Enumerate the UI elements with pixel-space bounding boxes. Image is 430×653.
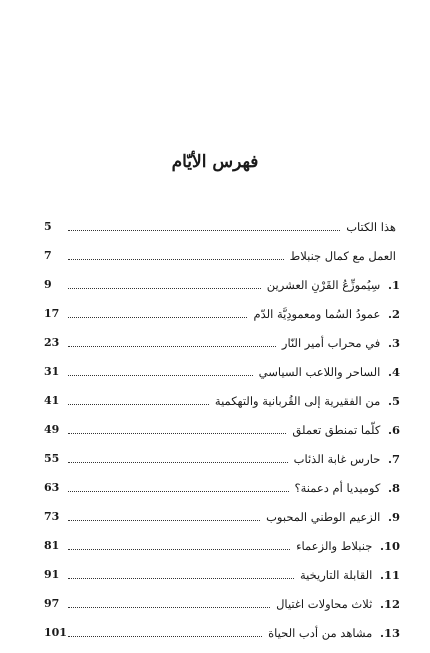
toc-entry-number: 13. xyxy=(379,626,400,640)
toc-entry-text: من الفقيرية إلى القُربانية والتهكمية xyxy=(214,394,381,408)
toc-entry[interactable] xyxy=(44,525,400,554)
toc-entry-label xyxy=(272,596,400,612)
dot-leader xyxy=(68,258,284,260)
toc-entry[interactable] xyxy=(44,438,400,467)
dot-leader xyxy=(68,490,289,492)
toc-entry-page: 91 xyxy=(44,568,60,581)
toc-entry-number: 8. xyxy=(387,481,400,495)
toc-entry-label xyxy=(278,335,400,351)
toc-entry-page: 17 xyxy=(44,307,60,320)
dot-leader xyxy=(68,432,286,434)
dot-leader xyxy=(68,229,340,231)
dot-leader xyxy=(68,374,253,376)
toc-entry-label xyxy=(342,219,400,235)
toc-entry-number: 12. xyxy=(379,597,400,611)
toc-entry-number: 2. xyxy=(387,307,400,321)
toc-entry[interactable] xyxy=(44,322,400,351)
toc-entry-text: الزعيم الوطني المحبوب xyxy=(266,510,381,524)
toc-entry-number: 3. xyxy=(387,336,400,350)
toc-entry-label xyxy=(264,625,400,641)
toc-entry-label xyxy=(255,364,400,380)
toc-entry-page: 9 xyxy=(44,278,52,291)
toc-entry[interactable] xyxy=(44,467,400,496)
toc-entry[interactable] xyxy=(44,351,400,380)
toc-entry-text: الساحر واللاعب السياسي xyxy=(258,365,381,379)
toc-entry[interactable] xyxy=(44,264,400,293)
dot-leader xyxy=(68,287,261,289)
toc-entry-number: 11. xyxy=(379,568,400,582)
toc-entry-page: 41 xyxy=(44,394,60,407)
toc-entry-text: سِيُموزِّعُ القَرْنِ العشرين xyxy=(266,278,381,292)
toc-entry-number: 6. xyxy=(387,423,400,437)
toc-entry[interactable] xyxy=(44,206,400,235)
dot-leader xyxy=(68,635,262,637)
toc-entry-page: 55 xyxy=(44,452,60,465)
toc-entry-text: كلّما تمنطق تعملق xyxy=(292,423,381,437)
toc-entry-label xyxy=(288,422,400,438)
toc-entry-text: في محراب أمير النّار xyxy=(281,336,381,350)
toc-entry-label xyxy=(292,538,400,554)
toc-entry-number: 4. xyxy=(387,365,400,379)
toc-entry-page: 81 xyxy=(44,539,60,552)
toc-entry-number: 5. xyxy=(387,394,400,408)
toc-entry-page: 7 xyxy=(44,249,52,262)
dot-leader xyxy=(68,577,294,579)
toc-entry[interactable] xyxy=(44,409,400,438)
toc-entry-page: 23 xyxy=(44,336,60,349)
toc-entry-text: مشاهد من أدب الحياة xyxy=(268,626,373,640)
toc-entry[interactable] xyxy=(44,293,400,322)
toc-entry[interactable] xyxy=(44,612,400,641)
dot-leader xyxy=(68,345,276,347)
toc-entry-label xyxy=(263,277,400,293)
toc-entry-label xyxy=(296,567,400,583)
toc-entry-label xyxy=(211,393,400,409)
toc-entry-number: 1. xyxy=(387,278,400,292)
toc-entry[interactable] xyxy=(44,235,400,264)
toc-entry-text: القابلة التاريخية xyxy=(299,568,373,582)
toc-entry-page: 49 xyxy=(44,423,60,436)
toc-entry-label xyxy=(291,480,400,496)
dot-leader xyxy=(68,548,290,550)
dot-leader xyxy=(68,519,260,521)
toc-entry[interactable] xyxy=(44,583,400,612)
toc-entry-text: عمودُ السُما ومعمودِيَّة الدّم xyxy=(253,307,381,321)
toc-entry-label xyxy=(262,509,400,525)
toc-entry-page: 31 xyxy=(44,365,60,378)
toc-entry-label xyxy=(249,306,400,322)
toc-entry-number: 9. xyxy=(387,510,400,524)
toc-entry-page: 73 xyxy=(44,510,60,523)
dot-leader xyxy=(68,316,247,318)
table-of-contents xyxy=(44,206,400,641)
page-title: فهرس الأيّام xyxy=(171,152,259,172)
toc-entry-text: هذا الكتاب xyxy=(346,220,396,234)
toc-entry[interactable] xyxy=(44,496,400,525)
toc-entry-label xyxy=(286,248,400,264)
toc-entry-page: 63 xyxy=(44,481,60,494)
toc-entry-page: 101 xyxy=(44,626,67,639)
toc-entry-number: 7. xyxy=(387,452,400,466)
toc-entry-text: جنبلاط والزعماء xyxy=(296,539,373,553)
toc-entry-number: 10. xyxy=(379,539,400,553)
toc-entry-label xyxy=(290,451,400,467)
toc-entry-page: 97 xyxy=(44,597,60,610)
toc-entry-text: حارس غابة الذئاب xyxy=(293,452,381,466)
toc-entry-page: 5 xyxy=(44,220,52,233)
toc-entry-text: ثلاث محاولات اغتيال xyxy=(276,597,373,611)
toc-entry[interactable] xyxy=(44,380,400,409)
dot-leader xyxy=(68,403,209,405)
dot-leader xyxy=(68,606,270,608)
toc-entry-text: كوميديا أم دعمنة؟ xyxy=(294,481,381,495)
dot-leader xyxy=(68,461,288,463)
toc-entry-text: العمل مع كمال جنبلاط xyxy=(289,249,396,263)
toc-entry[interactable] xyxy=(44,554,400,583)
